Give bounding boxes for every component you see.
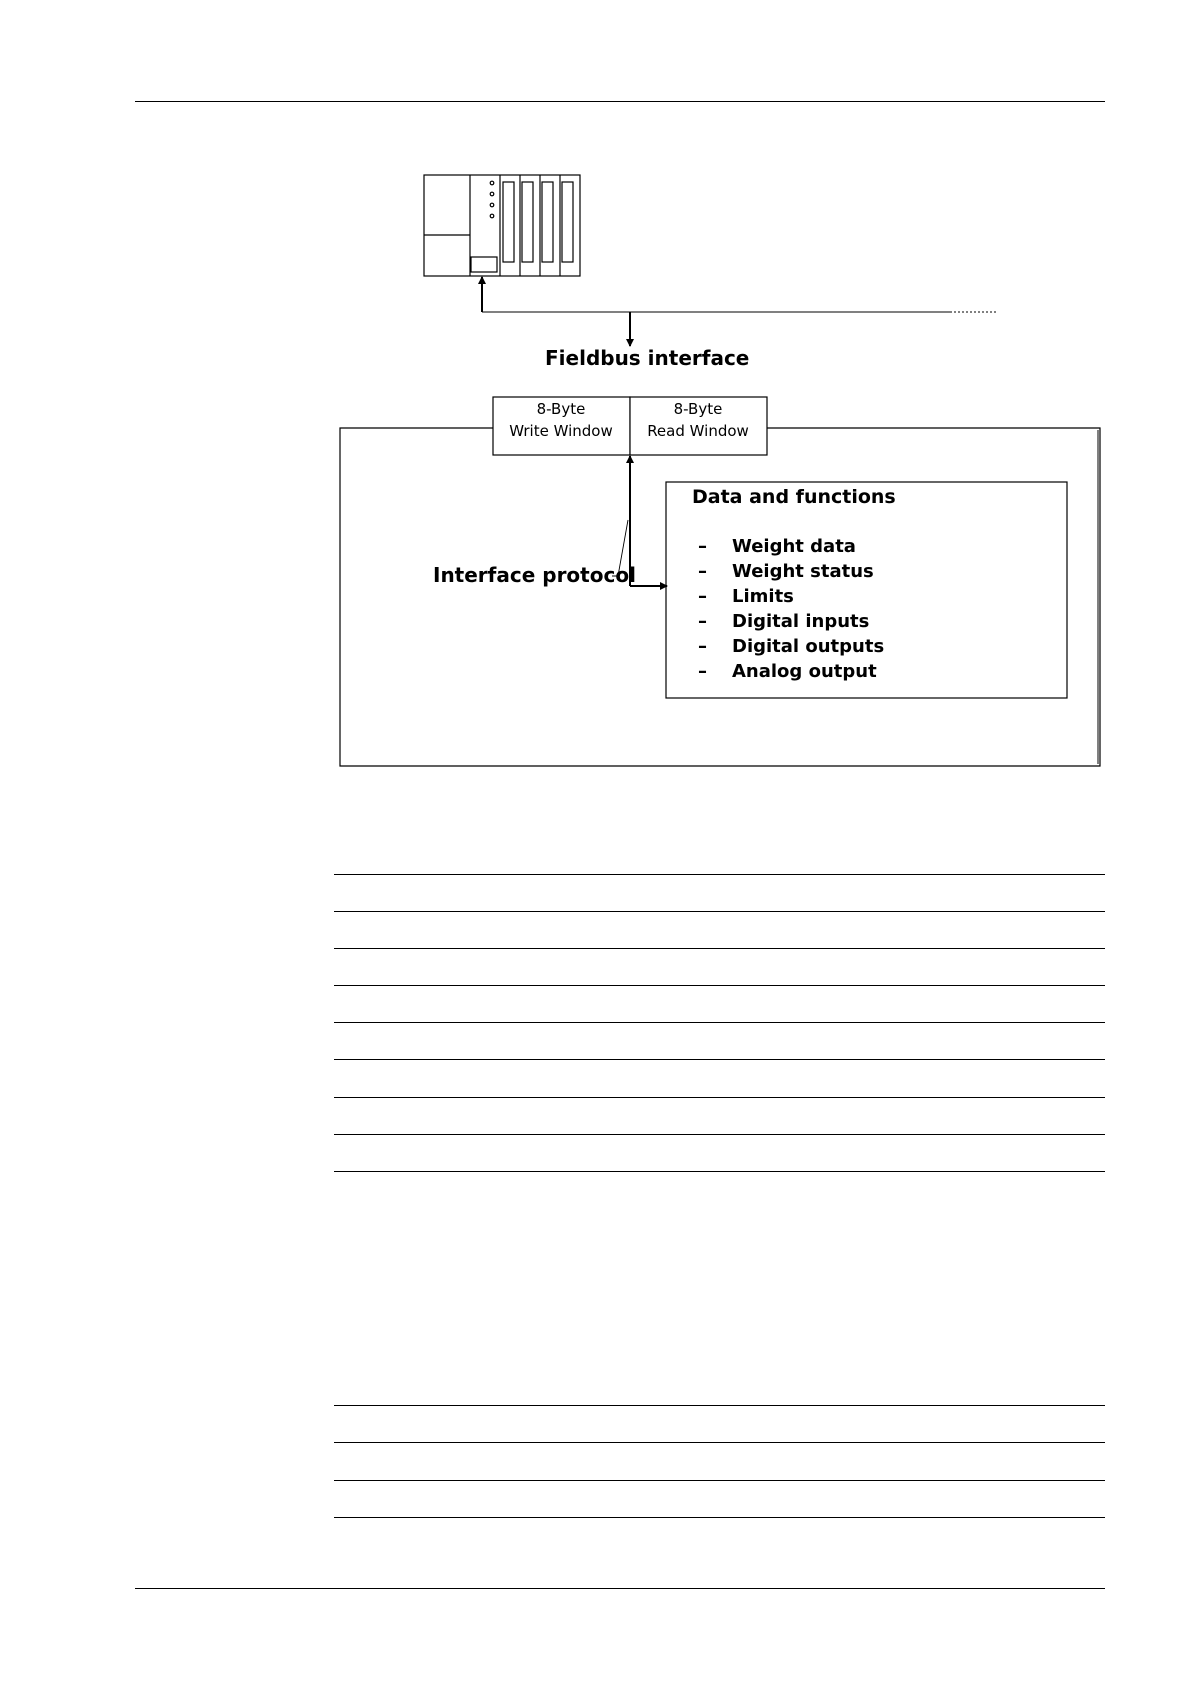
plc-rack-icon [424, 175, 580, 276]
read-window-line2: Read Window [647, 422, 749, 440]
list-item-dash: – [698, 561, 707, 582]
list-item-dash: – [698, 536, 707, 557]
list-item: Weight data [732, 536, 856, 557]
table-1-rule [334, 911, 1105, 912]
write-window-line1: 8-Byte [536, 400, 586, 418]
list-item-dash: – [698, 586, 707, 607]
data-functions-list [698, 536, 884, 682]
list-item-dash: – [698, 611, 707, 632]
device-box [340, 428, 1100, 766]
table-1-rule [334, 1059, 1105, 1060]
list-item: Digital outputs [732, 636, 885, 657]
list-item-dash: – [698, 661, 707, 682]
list-item: Limits [732, 586, 794, 607]
footer-rule [135, 1588, 1105, 1589]
list-item-dash: – [698, 636, 707, 657]
table-1-rule [334, 948, 1105, 949]
fieldbus-label: Fieldbus interface [545, 346, 750, 370]
table-1-rule [334, 1171, 1105, 1172]
list-item: Analog output [732, 661, 877, 682]
fieldbus-diagram [0, 0, 1190, 780]
list-item: Digital inputs [732, 611, 870, 632]
table-2-rule [334, 1405, 1105, 1406]
table-1-rule [334, 1097, 1105, 1098]
read-window-line1: 8-Byte [673, 400, 723, 418]
table-2-rule [334, 1442, 1105, 1443]
protocol-label: Interface protocol [433, 563, 636, 587]
list-item: Weight status [732, 561, 874, 582]
table-1-rule [334, 1022, 1105, 1023]
table-2-rule [334, 1480, 1105, 1481]
fieldbus-line [482, 277, 998, 346]
write-window-line2: Write Window [509, 422, 613, 440]
table-2-rule [334, 1517, 1105, 1518]
table-1-rule [334, 874, 1105, 875]
data-functions-title: Data and functions [692, 486, 896, 508]
table-1-rule [334, 985, 1105, 986]
table-1-rule [334, 1134, 1105, 1135]
